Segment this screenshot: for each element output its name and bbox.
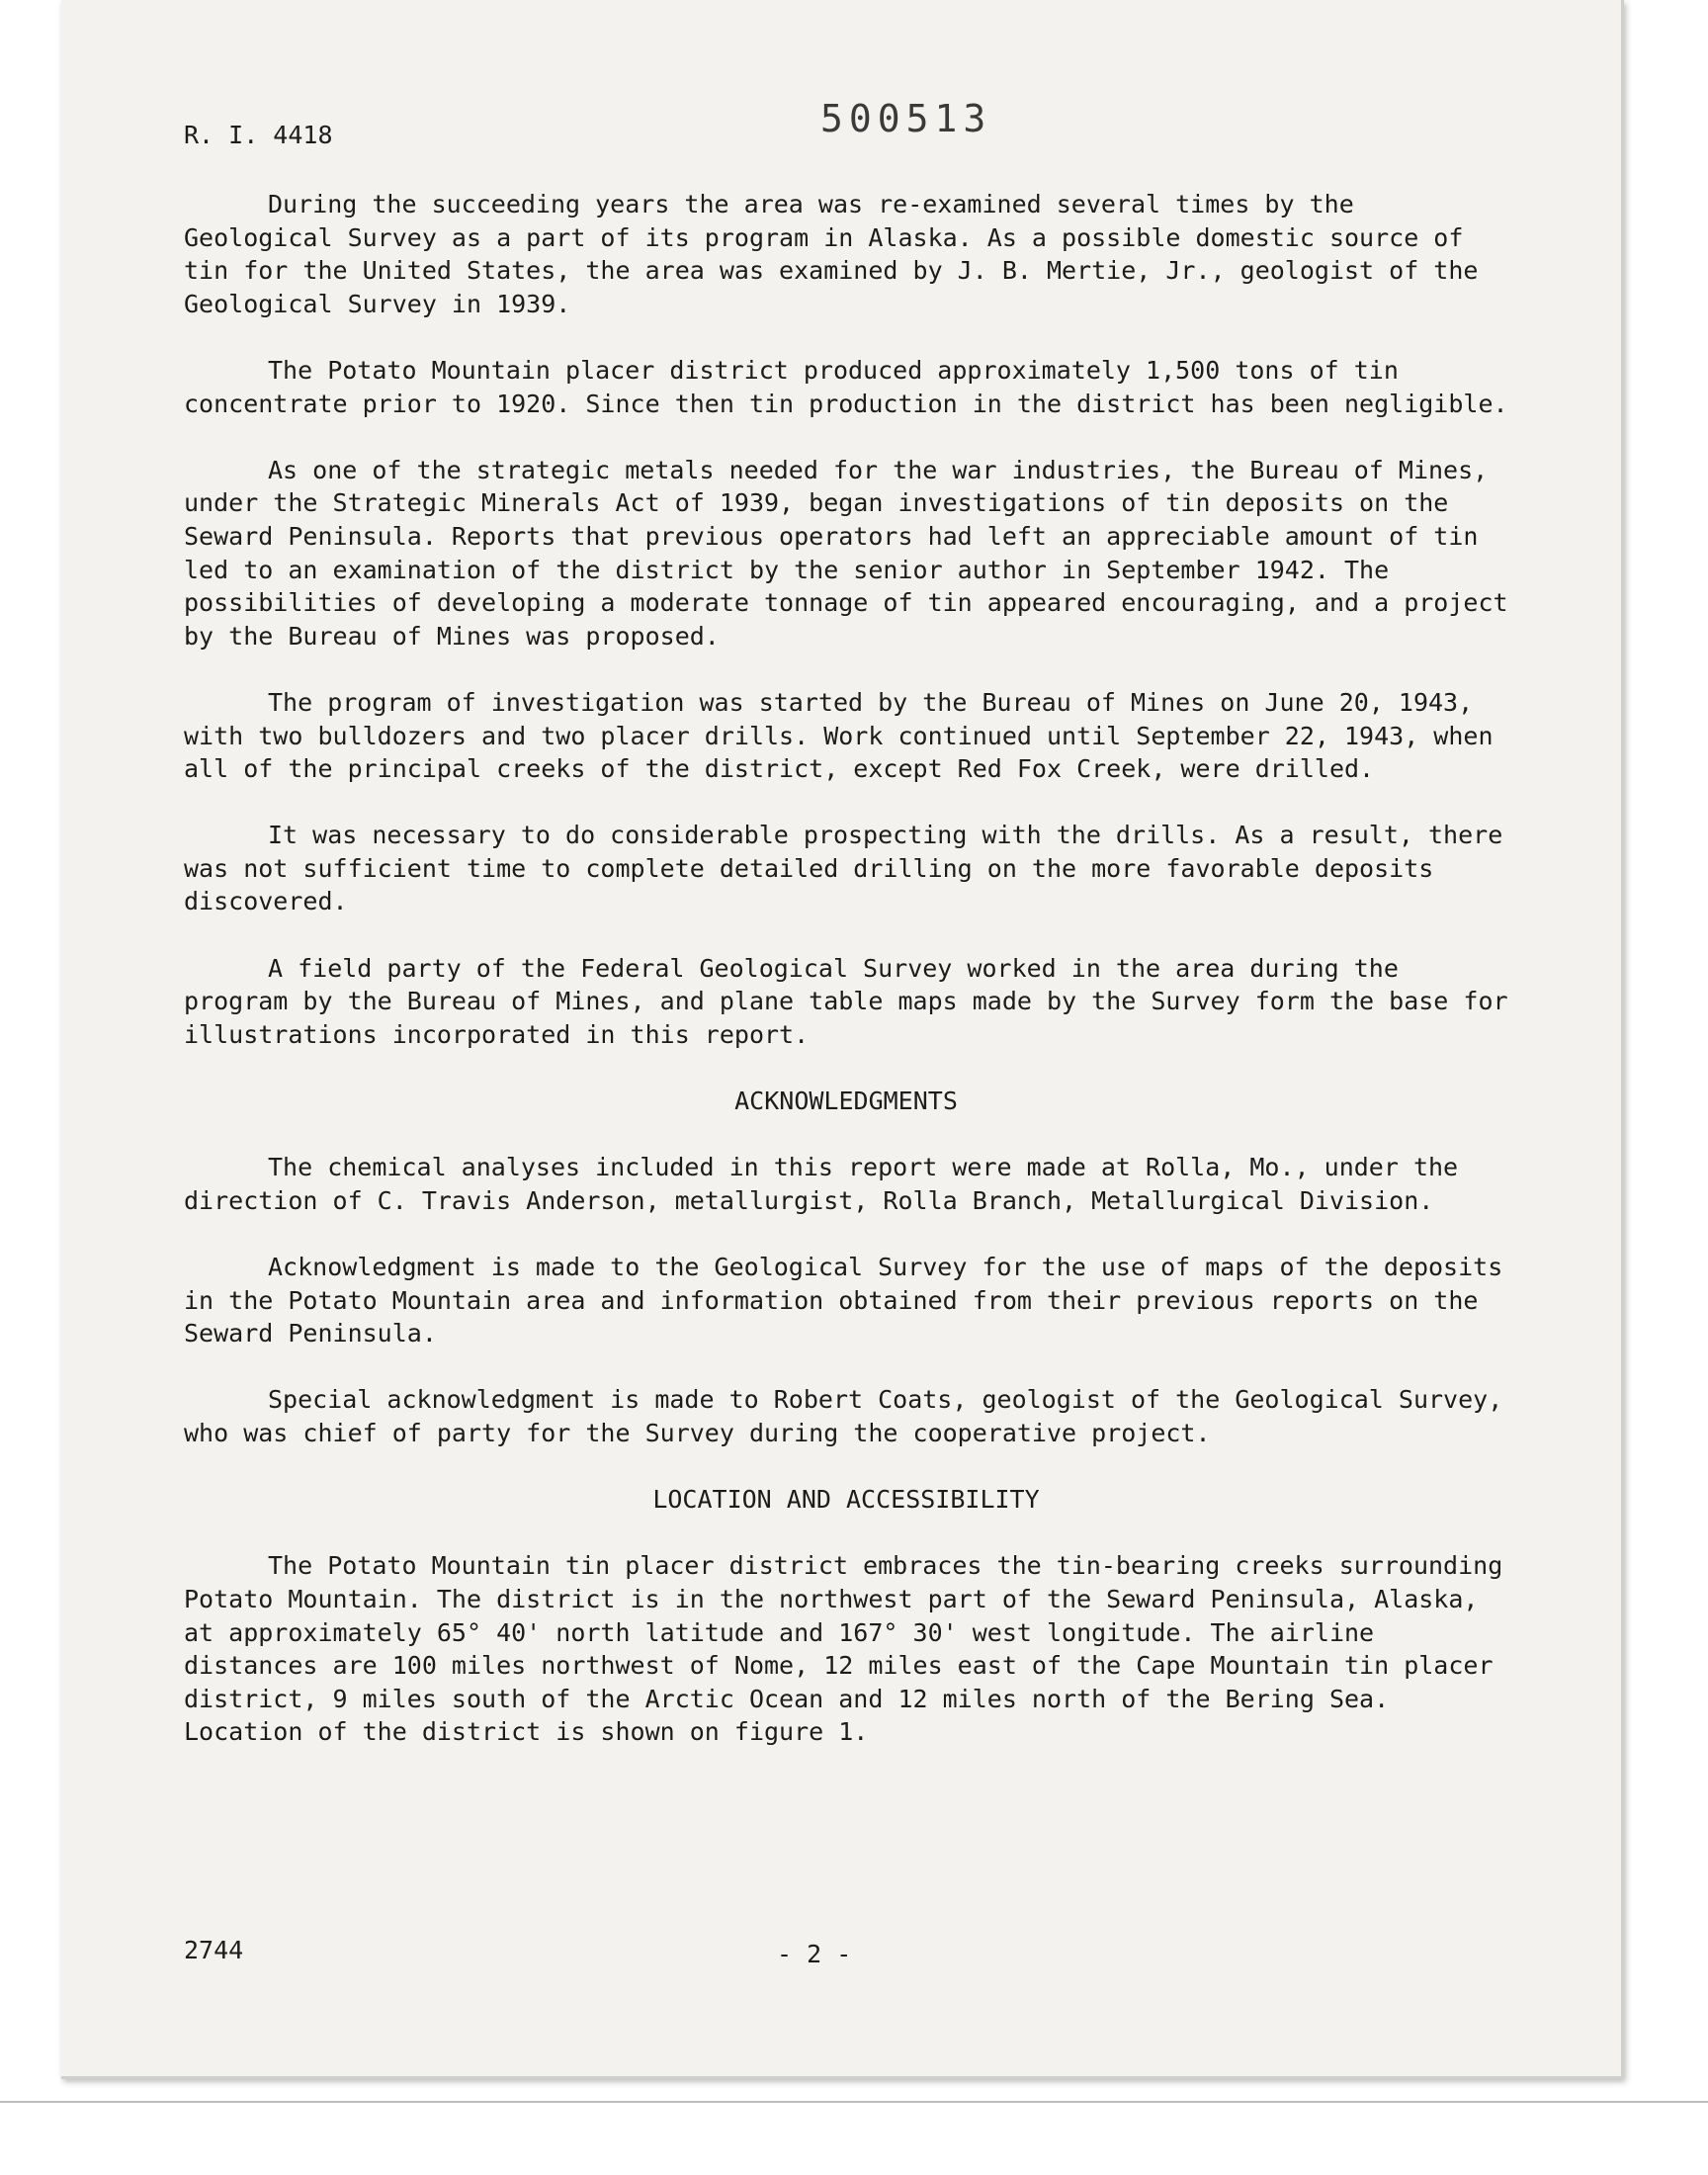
paragraph-ack-coats: Special acknowledgment is made to Robert Coats, geologist of the Geological Survey, who was chief of party for the Survey during the cooperative project. <box>184 1385 1503 1447</box>
paragraph-chemical-analyses: The chemical analyses included in this report were made at Rolla, Mo., under the direction of C. Travis Anderson, metallurgist, Rolla Branch, Metallurgical Division. <box>184 1153 1459 1215</box>
paragraph-succeeding-years: During the succeeding years the area was re-examined several times by the Geological Survey as a part of its program in Alaska. As a possible domestic source of tin for the United States, the area was examined by J. B. Mertie, Jr., geologist of the Geological Survey in 1939. <box>184 190 1479 318</box>
paragraph-location: The Potato Mountain tin placer district embraces the tin-bearing creeks surrounding Potato Mountain. The district is in the northwest part of the Seward Peninsula, Alaska, at approximately 65° 40' north latitude and 167° 30' west longitude. The airline distances are 100 miles northwest of Nome, 12 miles east of the Cape Mountain tin placer district, 9 miles south of the Arctic Ocean and 12 miles north of the Bering Sea. Location of the district is shown on figure 1. <box>184 1551 1503 1747</box>
paragraph-prospecting: It was necessary to do considerable prospecting with the drills. As a result, there was not sufficient time to complete detailed drilling on the more favorable deposits discovered. <box>184 821 1503 916</box>
paragraph-strategic-metals: As one of the strategic metals needed for the war industries, the Bureau of Mines, under the Strategic Minerals Act of 1939, began investigations of tin deposits on the Seward Peninsula. Reports that previous operators had left an appreciable amount of tin led to an examination of the district by the senior author in September 1942. The possibilities of developing a moderate tonnage of tin appeared encouraging, and a project by the Bureau of Mines was proposed. <box>184 455 1508 651</box>
paragraph-field-party: A field party of the Federal Geological Survey worked in the area during the program by the Bureau of Mines, and plane table maps made by the Survey form the base for illustrations incorporated in this report. <box>184 953 1508 1049</box>
report-id: R. I. 4418 <box>184 121 333 149</box>
paragraph-ack-survey: Acknowledgment is made to the Geological Survey for the use of maps of the deposits in the Potato Mountain area and information obtained from their previous reports on the Seward Peninsula. <box>184 1253 1503 1348</box>
paragraph-production: The Potato Mountain placer district produced approximately 1,500 tons of tin concentrate prior to 1920. Since then tin production in the district has been negligible. <box>184 355 1508 418</box>
location-heading: LOCATION AND ACCESSIBILITY <box>652 1485 1040 1515</box>
document-body <box>184 188 1508 1783</box>
acknowledgments-heading: ACKNOWLEDGMENTS <box>734 1087 958 1116</box>
scan-edge-line <box>0 2101 1708 2103</box>
stamp-number: 500513 <box>820 97 992 140</box>
page-number: - 2 - <box>777 1940 852 1968</box>
paragraph-program: The program of investigation was started by the Bureau of Mines on June 20, 1943, with two bulldozers and two placer drills. Work continued until September 22, 1943, when all of the principal creeks of the district, except Red Fox Creek, were drilled. <box>184 687 1494 784</box>
footer-code: 2744 <box>184 1936 244 1964</box>
